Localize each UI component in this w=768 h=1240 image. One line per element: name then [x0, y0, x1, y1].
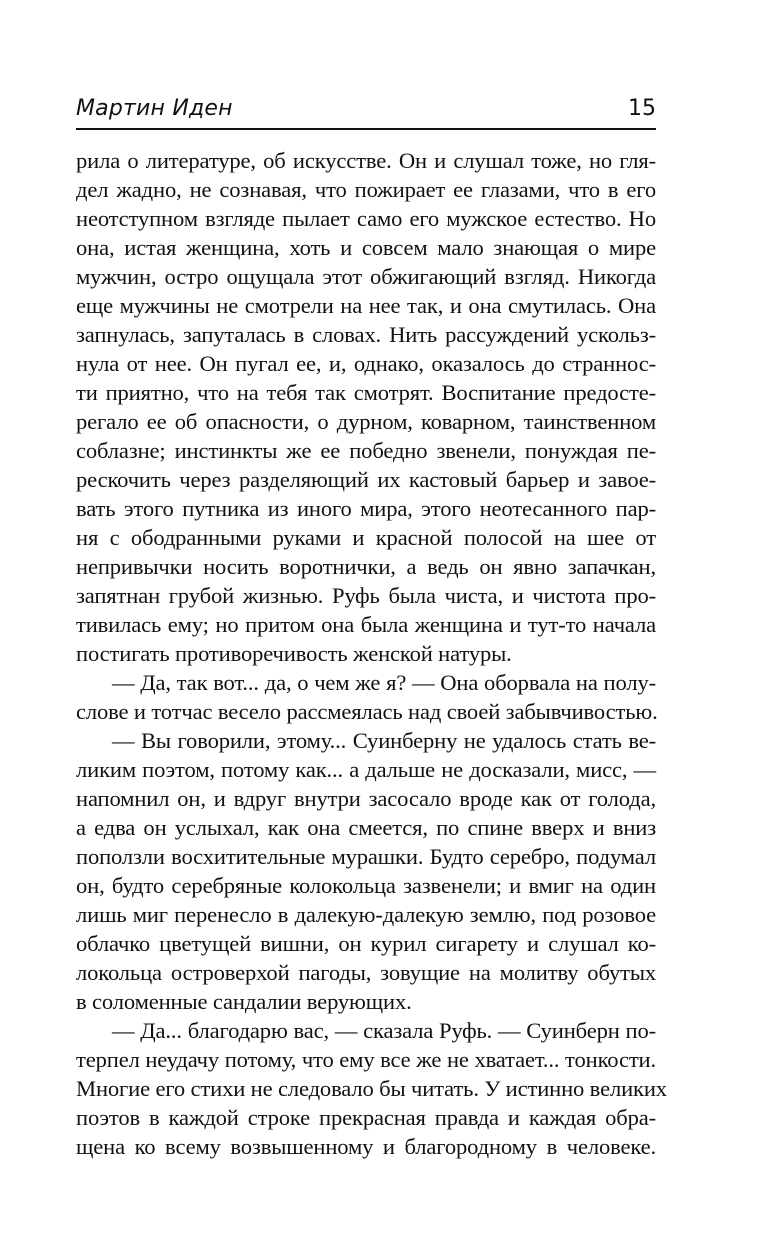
running-title: Мартин Иден [76, 96, 233, 121]
text-line: запнулась, запуталась в словах. Нить рассуждений ускольз- [76, 322, 656, 347]
text-line: рескочить через разделяющий их кастовый барьер и завое- [76, 467, 656, 492]
text-line: запятнан грубой жизнью. Руфь была чиста, и чистота про- [76, 583, 656, 608]
text-line: локольца островерхой пагоды, зовущие на молитву обутых [76, 960, 656, 985]
text-line: непривычки носить воротнички, а ведь он явно запачкан, [76, 554, 656, 579]
page-number: 15 [628, 96, 656, 121]
text-line: — Вы говорили, этому... Суинберну не удалось стать ве- [112, 728, 656, 753]
text-line: неотступном взгляде пылает само его мужское естество. Но [76, 206, 656, 231]
text-line: она, истая женщина, хоть и совсем мало знающая о мире [76, 235, 656, 260]
text-line: мужчин, остро ощущала этот обжигающий взгляд. Никогда [76, 264, 656, 289]
text-line: ликим поэтом, потому как... а дальше не досказали, мисс, — [76, 757, 656, 782]
text-line: ти приятно, что на тебя так смотрят. Воспитание предосте- [76, 380, 656, 405]
text-line: напомнил он, и вдруг внутри засосало вроде как от голода, [76, 786, 656, 811]
text-line: еще мужчины не смотрели на нее так, и она смутилась. Она [76, 293, 656, 318]
text-line: соблазне; инстинкты же ее победно звенели, понуждая пе- [76, 438, 656, 463]
text-line: регало ее об опасности, о дурном, коварном, таинственном [76, 409, 656, 434]
body-text [76, 146, 667, 1161]
text-line: — Да, так вот... да, о чем же я? — Она оборвала на полу- [112, 670, 656, 695]
text-line: рила о литературе, об искусстве. Он и слушал тоже, но гля- [76, 148, 656, 173]
text-line: облачко цветущей вишни, он курил сигарету и слушал ко- [76, 931, 656, 956]
text-line: поползли восхитительные мурашки. Будто серебро, подумал [76, 844, 656, 869]
text-line: поэтов в каждой строке прекрасная правда и каждая обра- [76, 1105, 656, 1130]
running-header [76, 92, 656, 130]
text-line: он, будто серебряные колокольца зазвенели; и вмиг на один [76, 873, 656, 898]
text-line: дел жадно, не сознавая, что пожирает ее глазами, что в его [76, 177, 656, 202]
text-line: а едва он услыхал, как она смеется, по спине вверх и вниз [76, 815, 656, 840]
text-line: лишь миг перенесло в далекую-далекую землю, под розовое [76, 902, 656, 927]
text-line: нула от нее. Он пугал ее, и, однако, оказалось до страннос- [76, 351, 656, 376]
text-line: щена ко всему возвышенному и благородному в человеке. [76, 1134, 656, 1159]
text-line: постигать противоречивость женской натуры. [76, 641, 512, 666]
text-line: вать этого путника из иного мира, этого неотесанного пар- [76, 496, 656, 521]
text-line: Многие его стихи не следовало бы читать. У истинно великих [76, 1076, 667, 1101]
text-line: — Да... благодарю вас, — сказала Руфь. — Суинберн по- [112, 1018, 656, 1043]
text-line: терпел неудачу потому, что ему все же не хватает... тонкости. [76, 1047, 656, 1072]
text-line: в соломенные сандалии верующих. [76, 989, 412, 1014]
text-line: тивилась ему; но притом она была женщина и тут-то начала [76, 612, 656, 637]
text-line: ня с ободранными руками и красной полосой на шее от [76, 525, 656, 550]
text-line: слове и тотчас весело рассмеялась над своей забывчивостью. [76, 699, 658, 724]
